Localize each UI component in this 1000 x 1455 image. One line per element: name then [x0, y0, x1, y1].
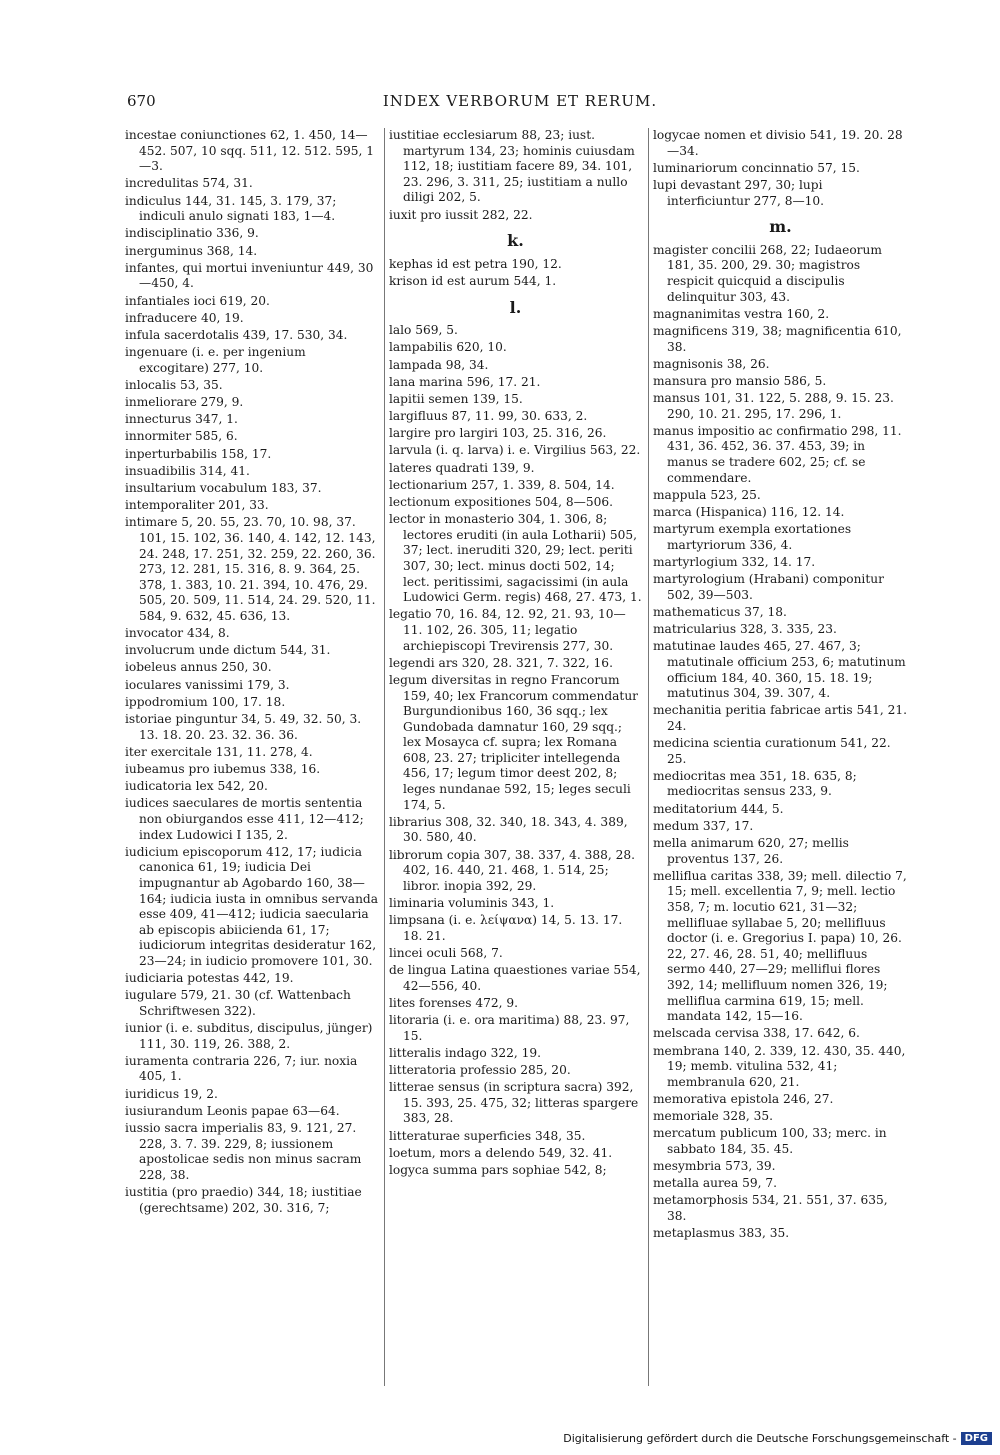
- index-entry: indiculus 144, 31. 145, 3. 179, 37; indiculi anulo signati 183, 1—4.: [125, 193, 337, 224]
- page-number: 670: [127, 92, 156, 110]
- index-entry: marca (Hispanica) 116, 12. 14.: [653, 505, 845, 519]
- index-column-3: [653, 128, 908, 1243]
- index-entry: lector in monasterio 304, 1. 306, 8; lectores eruditi (in aula Lotharii) 505, 37; lect. ineruditi 320, 29; lect. periti 307, 30; lect. minus docti 502, 14; lect. peritissimi, sagacissimi (in aula Ludowici Germ. regis) 468, 27. 473, 1.: [389, 512, 642, 605]
- index-entry: medicina scientia curationum 541, 22. 25.: [653, 736, 891, 766]
- index-entry: metaplasmus 383, 35.: [653, 1226, 790, 1241]
- index-entry: iudices saeculares de mortis sententia non obiurgandos esse 411, 12—412; index Ludowici I 135, 2.: [125, 796, 364, 842]
- index-entry: iobeleus annus 250, 30.: [125, 660, 272, 675]
- index-entry: iusiurandum Leonis papae 63—64.: [125, 1103, 340, 1118]
- index-entry: lampabilis 620, 10.: [389, 340, 507, 355]
- index-entry: invocator 434, 8.: [125, 626, 230, 641]
- index-entry: infula sacerdotalis 439, 17. 530, 34.: [125, 327, 348, 342]
- index-entry: lalo 569, 5.: [389, 323, 458, 338]
- index-entry: larvula (i. q. larva) i. e. Virgilius 563, 22.: [389, 443, 641, 458]
- index-entry: mesymbria 573, 39.: [653, 1159, 776, 1174]
- index-entry: luminariorum concinnatio 57, 15.: [653, 160, 860, 175]
- section-letter: l.: [509, 297, 522, 317]
- index-entry: iudiciaria potestas 442, 19.: [125, 971, 294, 986]
- footer: [563, 1432, 992, 1445]
- index-entry: iunior (i. e. subditus, discipulus, jünger) 111, 30. 119, 26. 388, 2.: [125, 1021, 373, 1051]
- index-entry: intimare 5, 20. 55, 23. 70, 10. 98, 37. 101, 15. 102, 36. 140, 4. 142, 12. 143, 24. 248, 17. 251, 32. 259, 22. 260, 36. 273, 12. 281, 15. 316, 8. 9. 364, 25. 378, 1. 383, 10. 21. 394, 10. 476, 29. 505, 20. 509, 11. 514, 24. 29. 520, 11. 584, 9. 632, 45. 636, 13.: [125, 515, 376, 623]
- index-entry: mercatum publicum 100, 33; merc. in sabbato 184, 35. 45.: [653, 1126, 887, 1156]
- index-entry: litoraria (i. e. ora maritima) 88, 23. 97, 15.: [389, 1013, 630, 1043]
- index-entry: iugulare 579, 21. 30 (cf. Wattenbach Schriftwesen 322).: [125, 988, 351, 1018]
- index-entry: litterae sensus (in scriptura sacra) 392, 15. 393, 25. 475, 32; litteras spargere 383, 28.: [389, 1080, 639, 1126]
- index-entry: ippodromium 100, 17. 18.: [125, 694, 286, 709]
- index-entry: librarius 308, 32. 340, 18. 343, 4. 389, 30. 580, 40.: [389, 814, 628, 845]
- index-entry: matutinae laudes 465, 27. 467, 3; matutinale officium 253, 6; matutinum officium 184, 40. 360, 15. 18. 19; matutinus 304, 39. 307, 4.: [653, 639, 906, 701]
- index-entry: infantiales ioci 619, 20.: [125, 293, 270, 308]
- index-entry: iudicium episcoporum 412, 17; iudicia canonica 61, 19; iudicia Dei impugnantur ab Agobardo 160, 38—164; iudicia iusta in omnibus servanda esse 409, 41—412; iudicia saecularia ab episcopis abiicienda 61, 17; iudiciorum integritas desideratur 162, 23—24; in iudicio promovere 101, 30.: [125, 844, 378, 968]
- index-entry: mella animarum 620, 27; mellis proventus 137, 26.: [653, 836, 849, 866]
- index-entry: loetum, mors a delendo 549, 32. 41.: [389, 1145, 613, 1160]
- index-entry: mappula 523, 25.: [653, 487, 761, 502]
- index-entry: mathematicus 37, 18.: [653, 604, 787, 619]
- index-entry: iudicatoria lex 542, 20.: [125, 779, 268, 794]
- index-entry: inmeliorare 279, 9.: [125, 395, 244, 410]
- index-entry: meditatorium 444, 5.: [653, 801, 784, 816]
- index-entry: inperturbabilis 158, 17.: [125, 446, 272, 461]
- index-entry: mediocritas mea 351, 18. 635, 8; mediocritas sensus 233, 9.: [653, 768, 857, 799]
- index-entry: lana marina 596, 17. 21.: [389, 374, 541, 389]
- index-entry: memorativa epistola 246, 27.: [653, 1091, 834, 1106]
- index-entry: insultarium vocabulum 183, 37.: [125, 480, 322, 495]
- index-entry: largifluus 87, 11. 99, 30. 633, 2.: [389, 409, 588, 424]
- section-letter: k.: [507, 231, 524, 251]
- index-entry: lampada 98, 34.: [389, 357, 489, 372]
- index-entry: iuxit pro iussit 282, 22.: [389, 207, 533, 222]
- section-letter: m.: [769, 217, 792, 237]
- index-entry: lites forenses 472, 9.: [389, 995, 519, 1010]
- index-entry: mansura pro mansio 586, 5.: [653, 373, 827, 388]
- index-entry: ingenuare (i. e. per ingenium excogitare) 277, 10.: [125, 345, 306, 375]
- dfg-logo: DFG: [961, 1432, 992, 1445]
- index-entry: intemporaliter 201, 33.: [125, 498, 269, 513]
- index-entry: kephas id est petra 190, 12.: [389, 256, 562, 271]
- index-entry: limpsana (i. e. λείψανα) 14, 5. 13. 17. 18. 21.: [389, 913, 623, 943]
- index-entry: inlocalis 53, 35.: [125, 377, 223, 392]
- index-entry: infraducere 40, 19.: [125, 310, 244, 325]
- index-entry: medum 337, 17.: [653, 818, 754, 833]
- index-entry: melscada cervisa 338, 17. 642, 6.: [653, 1026, 860, 1041]
- index-entry: mechanitia peritia fabricae artis 541, 21. 24.: [653, 703, 907, 733]
- index-entry: iter exercitale 131, 11. 278, 4.: [125, 744, 313, 759]
- running-head: INDEX VERBORUM ET RERUM.: [382, 92, 658, 110]
- index-entry: memoriale 328, 35.: [653, 1109, 774, 1124]
- index-entry: litteratoria professio 285, 20.: [389, 1063, 571, 1078]
- index-entry: lapitii semen 139, 15.: [389, 391, 523, 406]
- index-entry: legum diversitas in regno Francorum 159, 40; lex Francorum commendatur Burgundionibus 160, 36 sqq.; lex Gundobada damnatur 160, 29 sqq.; lex Mosayca cf. supra; lex Romana 608, 23. 27; tripliciter intellegenda 456, 17; legum timor deest 202, 8; leges nundanae 592, 15; leges seculi 174, 5.: [389, 672, 639, 812]
- index-entry: mansus 101, 31. 122, 5. 288, 9. 15. 23. 290, 10. 21. 295, 17. 296, 1.: [653, 391, 894, 421]
- index-entry: matricularius 328, 3. 335, 23.: [653, 622, 837, 637]
- index-entry: iustitia (pro praedio) 344, 18; iustitiae (gerechtsame) 202, 30. 316, 7;: [125, 1184, 362, 1215]
- index-entry: iuridicus 19, 2.: [125, 1086, 218, 1101]
- index-entry: martyrum exempla exortationes martyriorum 336, 4.: [653, 522, 852, 552]
- index-entry: logyca summa pars sophiae 542, 8;: [389, 1163, 607, 1178]
- index-entry: ioculares vanissimi 179, 3.: [125, 677, 290, 692]
- index-entry: litteralis indago 322, 19.: [389, 1045, 542, 1060]
- footer-credit: Digitalisierung gefördert durch die Deutsche Forschungsgemeinschaft -: [563, 1432, 957, 1445]
- index-entry: incestae coniunctiones 62, 1. 450, 14—452. 507, 10 sqq. 511, 12. 512. 595, 1—3.: [125, 128, 375, 174]
- index-entry: largire pro largiri 103, 25. 316, 26.: [389, 426, 607, 441]
- index-entry: iubeamus pro iubemus 338, 16.: [125, 762, 321, 776]
- index-entry: martyrlogium 332, 14. 17.: [653, 554, 816, 569]
- column-rule: [648, 128, 649, 1386]
- index-entry: lateres quadrati 139, 9.: [389, 460, 535, 475]
- index-entry: liminaria voluminis 343, 1.: [389, 896, 555, 910]
- index-entry: legatio 70, 16. 84, 12. 92, 21. 93, 10—11. 102, 26. 305, 11; legatio archiepiscopi Trevirensis 277, 30.: [389, 607, 626, 653]
- index-entry: magnisonis 38, 26.: [653, 356, 770, 371]
- index-entry: innormiter 585, 6.: [125, 429, 238, 444]
- index-entry: metamorphosis 534, 21. 551, 37. 635, 38.: [653, 1193, 888, 1223]
- index-entry: istoriae pinguntur 34, 5. 49, 32. 50, 3. 13. 18. 20. 23. 32. 36. 36.: [125, 712, 362, 742]
- index-entry: legendi ars 320, 28. 321, 7. 322, 16.: [389, 655, 613, 670]
- index-entry: incredulitas 574, 31.: [125, 176, 253, 191]
- index-entry: lupi devastant 297, 30; lupi interficiuntur 277, 8—10.: [653, 177, 825, 208]
- index-entry: innecturus 347, 1.: [125, 412, 238, 427]
- index-entry: infantes, qui mortui inveniuntur 449, 30—450, 4.: [125, 260, 374, 291]
- index-entry: iustitiae ecclesiarum 88, 23; iust. martyrum 134, 23; hominis cuiusdam 112, 18; iustitiam facere 89, 34. 101, 23. 296, 3. 311, 25; iustitiam a nullo diligi 202, 5.: [389, 128, 635, 205]
- index-entry: librorum copia 307, 38. 337, 4. 388, 28. 402, 16. 440, 21. 468, 1. 514, 25; libror. inopia 392, 29.: [389, 847, 636, 893]
- index-entry: magnanimitas vestra 160, 2.: [653, 306, 830, 321]
- index-column-1: [125, 128, 378, 1218]
- column-rule: [384, 128, 385, 1386]
- index-entry: insuadibilis 314, 41.: [125, 463, 250, 478]
- index-entry: de lingua Latina quaestiones variae 554, 42—556, 40.: [389, 963, 641, 993]
- index-entry: involucrum unde dictum 544, 31.: [125, 643, 331, 658]
- index-column-2: [389, 128, 642, 1180]
- index-entry: krison id est aurum 544, 1.: [389, 273, 557, 288]
- index-entry: litteraturae superficies 348, 35.: [389, 1128, 586, 1143]
- index-entry: iuramenta contraria 226, 7; iur. noxia 405, 1.: [125, 1053, 358, 1084]
- index-entry: magnificens 319, 38; magnificentia 610, 38.: [653, 323, 902, 354]
- index-entry: martyrologium (Hrabani) componitur 502, 39—503.: [653, 572, 884, 602]
- index-entry: lectionum expositiones 504, 8—506.: [389, 495, 613, 509]
- index-entry: magister concilii 268, 22; Iudaeorum 181, 35. 200, 29. 30; magistros respicit quicquid a discipulis delinquitur 303, 43.: [653, 242, 882, 304]
- index-entry: metalla aurea 59, 7.: [653, 1176, 778, 1191]
- index-entry: manus impositio ac confirmatio 298, 11. 431, 36. 452, 36. 37. 453, 39; in manus se tradere 602, 25; cf. se commendare.: [653, 423, 902, 485]
- index-entry: logycae nomen et divisio 541, 19. 20. 28—34.: [653, 128, 903, 158]
- index-entry: indisciplinatio 336, 9.: [125, 226, 259, 241]
- index-entry: iussio sacra imperialis 83, 9. 121, 27. 228, 3. 7. 39. 229, 8; iussionem apostolicae sedis non minus sacram 228, 38.: [125, 1121, 362, 1182]
- index-entry: lincei oculi 568, 7.: [389, 945, 503, 960]
- index-entry: membrana 140, 2. 339, 12. 430, 35. 440, 19; memb. vitulina 532, 41; membranula 620, 21.: [653, 1043, 906, 1089]
- index-entry: inerguminus 368, 14.: [125, 243, 258, 258]
- index-entry: lectionarium 257, 1. 339, 8. 504, 14.: [389, 477, 615, 492]
- index-entry: melliflua caritas 338, 39; mell. dilectio 7, 15; mell. excellentia 7, 9; mell. lectio 358, 7; m. locutio 621, 31—32; mellifluae syllabae 5, 20; mellifluus doctor (i. e. Gregorius I. papa) 10, 26. 22, 27. 46, 28. 51, 40; mellifluus sermo 440, 27—29; melliflui flores 392, 14; mellifluum nomen 326, 19; melliflua carmina 619, 15; mell. mandata 142, 15—16.: [653, 868, 907, 1024]
